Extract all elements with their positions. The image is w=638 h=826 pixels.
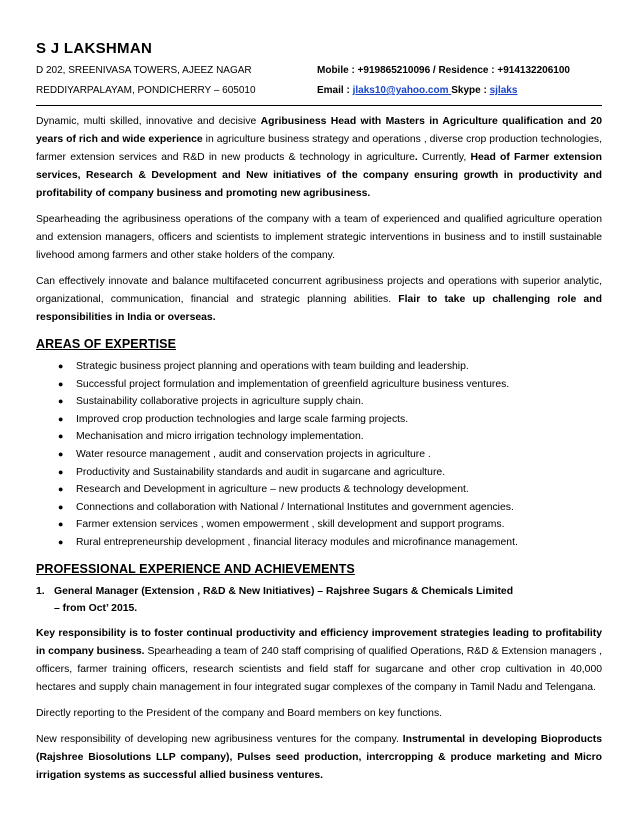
email-label: Email : [317, 85, 353, 96]
contact-row-1 [36, 65, 602, 76]
online-contacts [317, 85, 517, 96]
candidate-name: S J LAKSHMAN [36, 40, 153, 57]
header-divider [36, 105, 602, 106]
summary-paragraph-3 [36, 273, 602, 327]
text-run: Flair to take up challenging role and responsibilities in India or overseas. [36, 294, 602, 323]
expertise-item-text: Water resource management , audit and conservation projects in agriculture . [76, 448, 431, 460]
job-number: 1. [36, 585, 45, 597]
text-run: New responsibility of developing new agribusiness ventures for the company. [36, 733, 403, 745]
experience-paragraph-2: Directly reporting to the President of the company and Board members on key functions. [36, 707, 443, 719]
job-title: General Manager (Extension , R&D & New Initiatives) – Rajshree Sugars & Chemicals Limited [54, 585, 514, 597]
text-run: Head of Farmer extension services, Research & Development and New initiatives of the company ensuring growth in productivity and profitability of company business and promoting new agribusiness. [36, 152, 602, 199]
summary-paragraph-2: Spearheading the agribusiness operations of the company with a team of experienced and qualified agriculture operation and extension managers, officers and scientists to implement strategic interventions in business and to instill sustainable livehood among farmers and other stake holders of the company. [36, 214, 602, 261]
address-line-1: D 202, SREENIVASA TOWERS, AJEEZ NAGAR [36, 65, 252, 76]
bullet-icon: ● [58, 466, 64, 477]
bullet-icon: ● [58, 378, 64, 389]
expertise-item-text: Successful project formulation and implementation of greenfield agriculture business ventures. [76, 378, 510, 390]
expertise-item [58, 464, 602, 482]
job-heading [36, 583, 602, 617]
text-run: Can effectively innovate and balance multifaceted concurrent agribusiness projects and operations with superior analytic, organizational, communication, financial and strategic planning abilities. [36, 276, 602, 305]
expertise-item [58, 358, 602, 376]
text-run: . [414, 152, 422, 163]
contact-row-2 [36, 85, 602, 96]
text-run: in agriculture business strategy and operations , diverse crop production technologies, farmer extension services and R&D in new products & technology in agriculture [36, 134, 602, 163]
bullet-icon: ● [58, 396, 64, 407]
expertise-item [58, 481, 602, 499]
bullet-icon: ● [58, 448, 64, 459]
bullet-icon: ● [58, 536, 64, 547]
expertise-item-text: Improved crop production technologies and large scale farming projects. [76, 413, 409, 425]
email-link[interactable]: jlaks10@yahoo.com [352, 85, 452, 96]
text-run: Dynamic, multi skilled, innovative and decisive [36, 116, 261, 127]
text-run: Agribusiness Head with Masters in Agriculture qualification and 20 years of rich and wide experience [36, 116, 602, 145]
expertise-item-text: Connections and collaboration with National / International Institutes and government agencies. [76, 501, 514, 513]
expertise-item-text: Mechanisation and micro irrigation technology implementation. [76, 431, 364, 443]
expertise-item [58, 499, 602, 517]
expertise-item-text: Productivity and Sustainability standards and audit in sugarcane and agriculture. [76, 466, 446, 478]
expertise-item [58, 446, 602, 464]
bullet-icon: ● [58, 413, 64, 424]
summary-paragraph-1 [36, 113, 602, 203]
expertise-heading: AREAS OF EXPERTISE [36, 337, 177, 351]
bullet-icon: ● [58, 431, 64, 442]
phone-numbers: Mobile : +919865210096 / Residence : +914132206100 [317, 65, 570, 76]
expertise-item-text: Rural entrepreneurship development , financial literacy modules and microfinance management. [76, 536, 518, 548]
expertise-item [58, 393, 602, 411]
bullet-icon: ● [58, 361, 64, 371]
text-run: Spearheading a team of 240 staff comprising of qualified Operations, R&D & Extension managers , officers, farmer training officers, research scientists and field staff for sugarcane and other crop cultivation in 40,000 hectares and supply chain management in four integrated sugar complexes of the company in Tamil Nadu and Telengana. [36, 645, 602, 693]
experience-paragraph-3 [36, 731, 602, 785]
text-run: Key responsibility is to foster continual productivity and efficiency improvement strategies leading to profitability in company business. [36, 627, 602, 657]
expertise-item-text: Research and Development in agriculture – new products & technology development. [76, 484, 469, 496]
expertise-list [36, 358, 602, 552]
address-line-2: REDDIYARPALAYAM, PONDICHERRY – 605010 [36, 85, 256, 96]
expertise-item [58, 516, 602, 534]
experience-paragraph-1 [36, 625, 602, 697]
job-period: – from Oct’ 2015. [54, 602, 138, 614]
expertise-item [58, 376, 602, 394]
skype-link[interactable]: sjlaks [489, 85, 518, 96]
skype-label: Skype : [451, 85, 490, 96]
expertise-item-text: Strategic business project planning and operations with team building and leadership. [76, 361, 469, 372]
text-run: Instrumental in developing Bioproducts (Rajshree Biosolutions LLP company), Pulses seed production, intercropping & produce marketing and Micro irrigation systems as successful allied business ventures. [36, 733, 602, 781]
resume-page [36, 30, 602, 793]
expertise-item [58, 411, 602, 429]
job-title-block [54, 583, 513, 617]
expertise-item [58, 534, 602, 552]
expertise-item-text: Farmer extension services , women empowerment , skill development and support programs. [76, 519, 505, 531]
expertise-item [58, 428, 602, 446]
bullet-icon: ● [58, 484, 64, 495]
bullet-icon: ● [58, 501, 64, 512]
expertise-item-text: Sustainability collaborative projects in agriculture supply chain. [76, 396, 364, 408]
experience-heading: PROFESSIONAL EXPERIENCE AND ACHIEVEMENTS [36, 561, 355, 576]
bullet-icon: ● [58, 519, 64, 530]
text-run: Currently, [421, 152, 471, 163]
